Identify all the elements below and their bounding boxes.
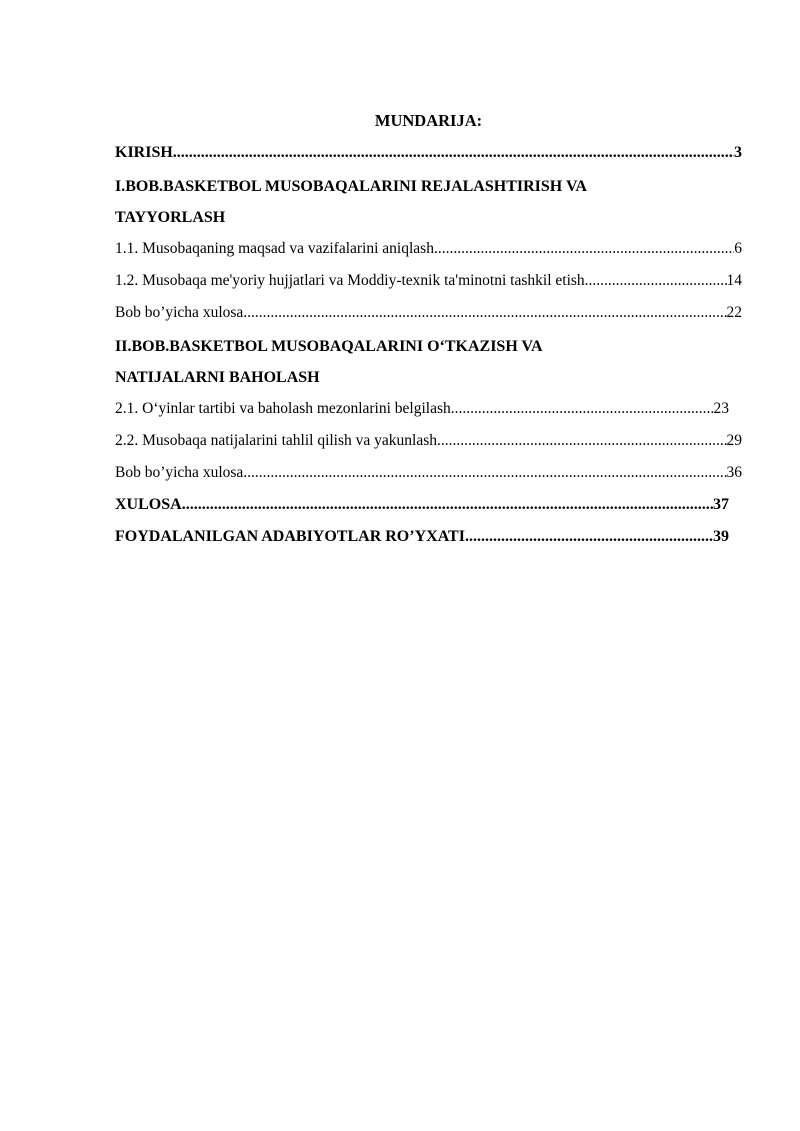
toc-entry-label: 1.2. Musobaqa me'yoriy hujjatlari va Moddiy-texnik ta'minotni tashkil etish xyxy=(115,272,585,289)
toc-entry-1-1[interactable] xyxy=(115,233,742,265)
chapter-heading-line: TAYYORLASH xyxy=(115,209,226,226)
dot-leader xyxy=(585,265,727,297)
toc-chapter-1-heading[interactable] xyxy=(115,169,742,233)
toc-title: MUNDARIJA: xyxy=(374,111,483,130)
toc-entry-page: 39 xyxy=(713,528,729,545)
chapter-heading-line: II.BOB.BASKETBOL MUSOBAQALARINI O‘TKAZISH VA xyxy=(115,338,543,355)
dot-leader xyxy=(182,489,713,521)
toc-entry-xulosa[interactable] xyxy=(115,489,729,521)
toc-entry-2-1[interactable] xyxy=(115,393,729,425)
dot-leader xyxy=(243,457,726,489)
dot-leader xyxy=(173,137,734,169)
toc-entry-page: 22 xyxy=(726,304,742,321)
dot-leader xyxy=(434,233,734,265)
toc-entry-label: 2.1. O‘yinlar tartibi va baholash mezonlarini belgilash xyxy=(115,400,451,417)
chapter-heading-line: I.BOB.BASKETBOL MUSOBAQALARINI REJALASHTIRISH VA xyxy=(115,178,587,195)
toc-entry-page: 14 xyxy=(726,272,742,289)
toc-entry-kirish[interactable] xyxy=(115,137,742,169)
toc-chapter-2-heading[interactable] xyxy=(115,329,742,393)
toc-entry-label: XULOSA xyxy=(115,496,182,513)
toc-entry-page: 3 xyxy=(734,144,742,161)
toc-entry-label: FOYDALANILGAN ADABIYOTLAR RO’YXATI xyxy=(115,528,465,545)
toc-entry-page: 6 xyxy=(734,240,742,257)
dot-leader xyxy=(465,521,713,553)
dot-leader xyxy=(437,425,727,457)
toc-entry-chapter-1-summary[interactable] xyxy=(115,297,742,329)
chapter-heading-line: NATIJALARNI BAHOLASH xyxy=(115,369,320,386)
toc-entry-page: 23 xyxy=(713,400,729,417)
toc-entry-label: KIRISH xyxy=(115,144,173,161)
toc-entry-1-2[interactable] xyxy=(115,265,742,297)
toc-entry-page: 37 xyxy=(713,496,729,513)
toc-list xyxy=(115,137,742,553)
dot-leader xyxy=(243,297,726,329)
toc-entry-label: Bob bo’yicha xulosa xyxy=(115,304,244,321)
toc-entry-bibliography[interactable] xyxy=(115,521,729,553)
toc-entry-label: 1.1. Musobaqaning maqsad va vazifalarini aniqlash xyxy=(115,240,434,257)
document-page xyxy=(115,109,742,553)
toc-entry-label: Bob bo’yicha xulosa xyxy=(115,464,244,481)
toc-entry-label: 2.2. Musobaqa natijalarini tahlil qilish va yakunlash xyxy=(115,432,437,449)
toc-entry-page: 36 xyxy=(726,464,742,481)
toc-entry-chapter-2-summary[interactable] xyxy=(115,457,742,489)
dot-leader xyxy=(451,393,714,425)
toc-entry-2-2[interactable] xyxy=(115,425,742,457)
toc-entry-page: 29 xyxy=(726,432,742,449)
